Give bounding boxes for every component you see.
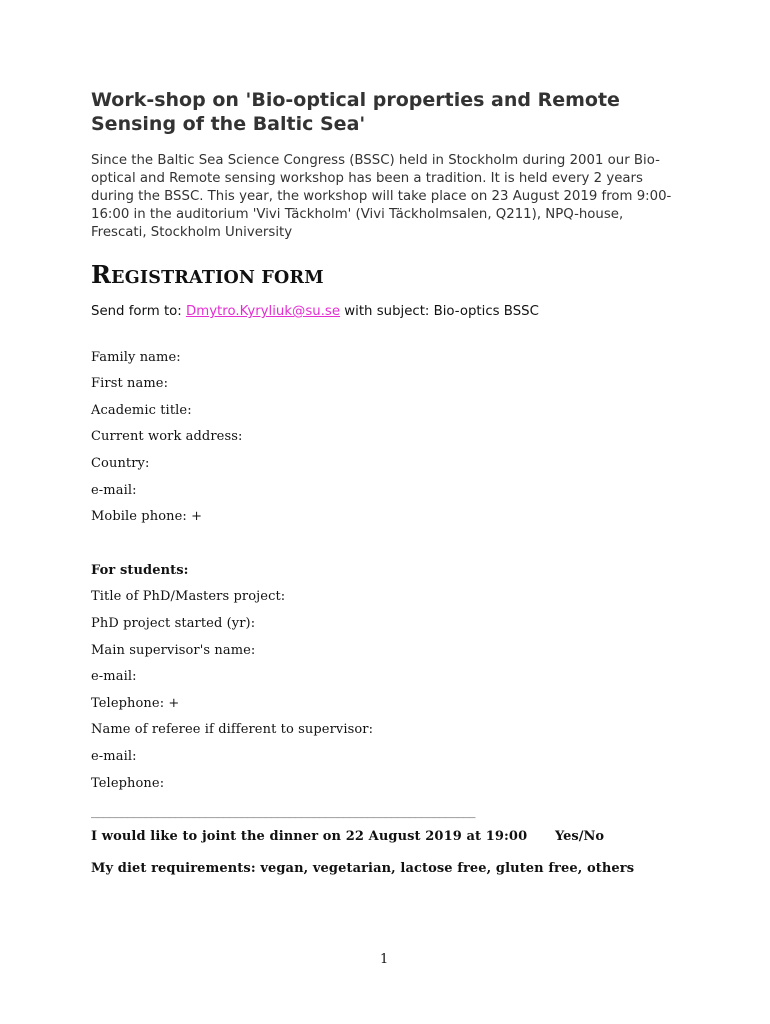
first-name-label: First name: xyxy=(91,376,169,391)
academic-title-label: Academic title: xyxy=(91,403,192,418)
student-email-label: e-mail: xyxy=(91,669,137,684)
work-address-label: Current work address: xyxy=(91,429,243,444)
send-form-line xyxy=(91,304,539,319)
contact-email-link[interactable]: Dmytro.Kyryliuk@su.se xyxy=(186,304,341,319)
dinner-yes-no: Yes/No xyxy=(555,829,605,844)
project-started-label: PhD project started (yr): xyxy=(91,616,256,631)
family-name-label: Family name: xyxy=(91,350,181,365)
send-form-prefix: Send form to: xyxy=(91,304,186,319)
section-separator: ________________________________________________________________ xyxy=(91,804,475,819)
document-title: Work-shop on 'Bio-optical properties and Remote Sensing of the Baltic Sea' xyxy=(91,89,620,135)
registration-heading-initial: R xyxy=(91,260,112,289)
students-heading: For students: xyxy=(91,563,189,578)
page-number: 1 xyxy=(380,952,389,967)
supervisor-name-label: Main supervisor's name: xyxy=(91,643,256,658)
referee-telephone-label: Telephone: xyxy=(91,776,165,791)
referee-email-label: e-mail: xyxy=(91,749,137,764)
registration-heading xyxy=(91,260,324,289)
student-telephone-label: Telephone: + xyxy=(91,696,180,711)
dinner-question: I would like to joint the dinner on 22 August 2019 at 19:00 xyxy=(91,829,528,844)
referee-name-label: Name of referee if different to supervisor: xyxy=(91,722,374,737)
mobile-phone-label: Mobile phone: + xyxy=(91,509,203,524)
diet-requirements: My diet requirements: vegan, vegetarian, lactose free, gluten free, others xyxy=(91,861,635,876)
country-label: Country: xyxy=(91,456,150,471)
intro-paragraph: Since the Baltic Sea Science Congress (BSSC) held in Stockholm during 2001 our Bio-optical and Remote sensing workshop has been a tradition. It is held every 2 years during the BSSC. This year, the workshop will take place on 23 August 2019 from 9:00-16:00 in the auditorium 'Vivi Täckholm' (Vivi Täckholmsalen, Q211), NPQ-house, Frescati, Stockholm University xyxy=(91,153,672,240)
registration-heading-rest: EGISTRATION FORM xyxy=(111,268,324,288)
project-title-label: Title of PhD/Masters project: xyxy=(91,589,286,604)
send-form-suffix: with subject: Bio-optics BSSC xyxy=(340,304,539,319)
email-label: e-mail: xyxy=(91,483,137,498)
